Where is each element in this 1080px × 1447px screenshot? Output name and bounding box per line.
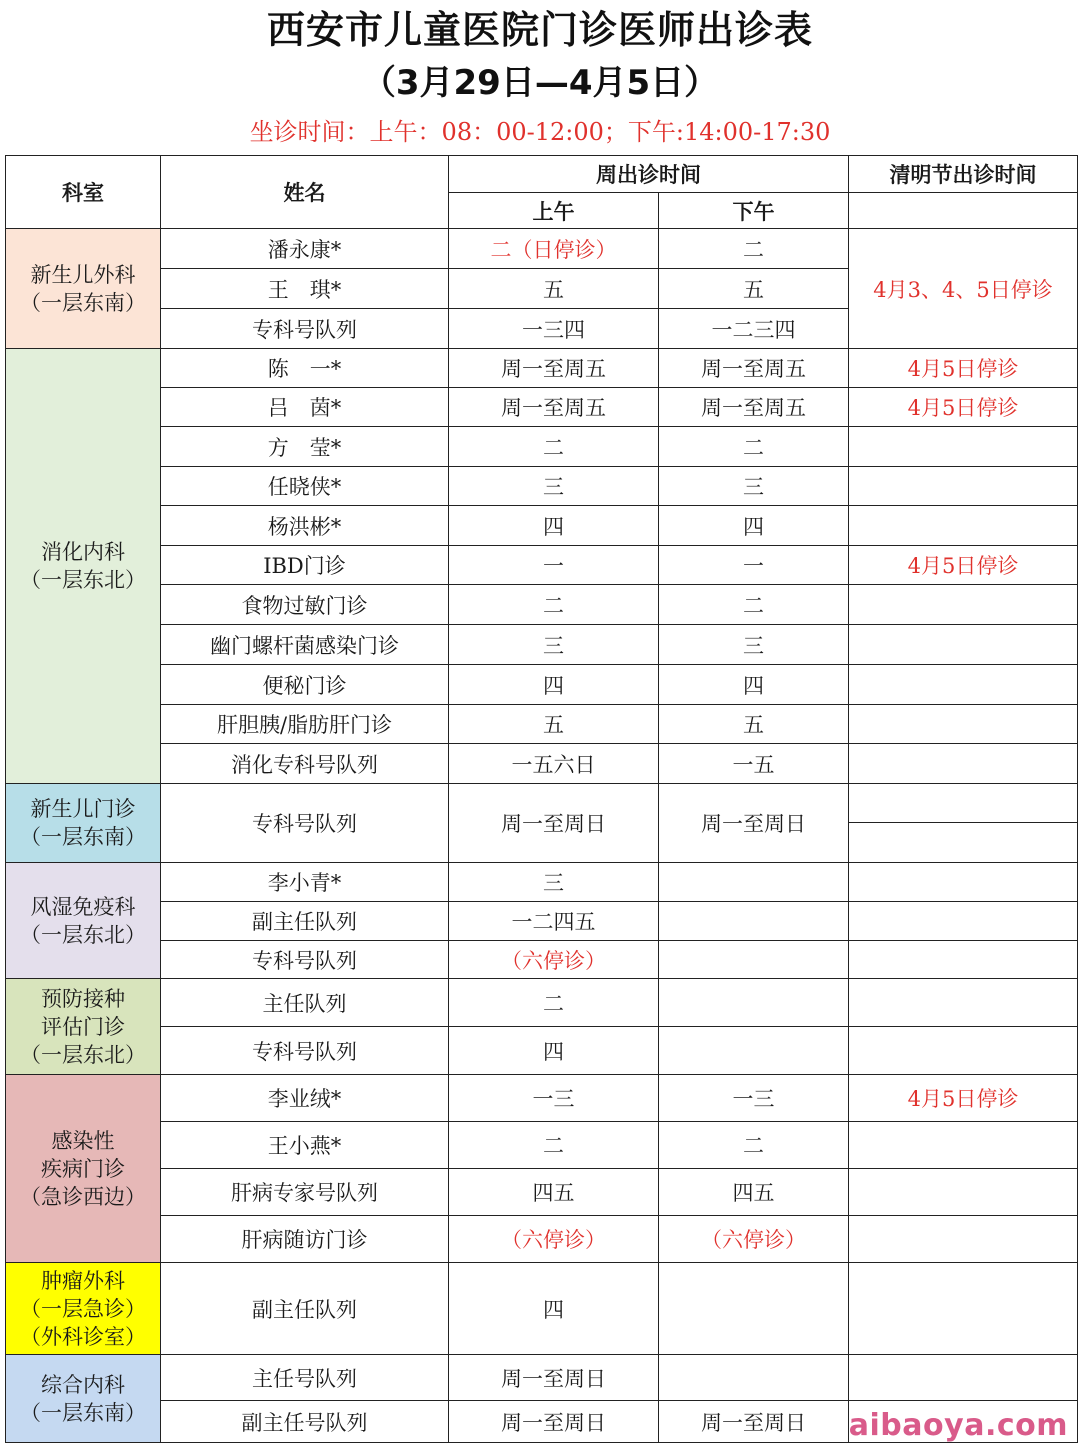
doctor-name: 食物过敏门诊 bbox=[161, 585, 449, 625]
dept-rheumatology bbox=[6, 863, 161, 979]
holiday-cell bbox=[849, 625, 1078, 665]
dept-label: 肿瘤外科 bbox=[41, 1268, 125, 1293]
am-cell: 五 bbox=[449, 269, 659, 309]
pm-cell: 一五 bbox=[659, 744, 849, 784]
dept-label: 综合内科 bbox=[41, 1372, 125, 1397]
pm-cell bbox=[659, 941, 849, 979]
table-row bbox=[6, 1216, 1078, 1263]
dept-label: 新生儿外科 bbox=[30, 262, 136, 287]
am-cell: 四 bbox=[449, 665, 659, 705]
dept-infectious bbox=[6, 1075, 161, 1263]
holiday-cell bbox=[849, 1216, 1078, 1263]
pm-cell bbox=[659, 1027, 849, 1075]
am-note: （日停诊） bbox=[511, 237, 617, 262]
am-value: 二 bbox=[490, 237, 512, 262]
am-cell: 周一至周日 bbox=[449, 1355, 659, 1401]
am-cell: 五 bbox=[449, 705, 659, 744]
table-row bbox=[6, 585, 1078, 625]
doctor-name: 主任队列 bbox=[161, 979, 449, 1027]
clinic-hours: 坐诊时间：上午：08：00-12:00；下午:14:00-17:30 bbox=[249, 118, 831, 146]
am-cell: （六停诊） bbox=[449, 1216, 659, 1263]
table-row bbox=[6, 388, 1078, 427]
pm-cell: 周一至周五 bbox=[659, 349, 849, 388]
am-cell: 四 bbox=[449, 1263, 659, 1355]
doctor-name: 陈 一* bbox=[161, 349, 449, 388]
table-row bbox=[6, 1169, 1078, 1216]
pm-cell: 三 bbox=[659, 625, 849, 665]
table-row bbox=[6, 427, 1078, 467]
doctor-name: 副主任队列 bbox=[161, 1263, 449, 1355]
pm-cell: 三 bbox=[659, 467, 849, 506]
pm-cell: （六停诊） bbox=[659, 1216, 849, 1263]
holiday-cell bbox=[849, 665, 1078, 705]
am-cell: 三 bbox=[449, 863, 659, 902]
header-dept: 科室 bbox=[6, 156, 161, 229]
dept-general-medicine bbox=[6, 1355, 161, 1443]
doctor-name: 专科号队列 bbox=[161, 941, 449, 979]
am-cell: 一三 bbox=[449, 1075, 659, 1122]
dept-label: 感染性 bbox=[51, 1128, 115, 1153]
table-row bbox=[6, 1355, 1078, 1401]
am-cell: 四 bbox=[449, 506, 659, 546]
dept-label: 预防接种 bbox=[41, 986, 125, 1011]
table-row bbox=[6, 1263, 1078, 1355]
table-row bbox=[6, 349, 1078, 388]
dept-label: 消化内科 bbox=[41, 540, 125, 564]
table-row bbox=[6, 1075, 1078, 1122]
table-row bbox=[6, 979, 1078, 1027]
table-row bbox=[6, 546, 1078, 585]
pm-cell: 四 bbox=[659, 506, 849, 546]
dept-location: （一层东南） bbox=[20, 825, 146, 849]
table-row bbox=[6, 744, 1078, 784]
dept-label: 疾病门诊 bbox=[41, 1156, 125, 1181]
dept-neonatal-surgery bbox=[6, 229, 161, 349]
dept-neonatal-clinic bbox=[6, 784, 161, 863]
pm-cell: 周一至周日 bbox=[659, 784, 849, 863]
holiday-cell bbox=[849, 1355, 1078, 1401]
am-cell: 周一至周日 bbox=[449, 784, 659, 863]
holiday-cell: 4月5日停诊 bbox=[849, 1075, 1078, 1122]
pm-cell: 一二三四 bbox=[659, 309, 849, 349]
table-row bbox=[6, 1122, 1078, 1169]
pm-cell bbox=[659, 902, 849, 941]
header-row bbox=[6, 156, 1078, 193]
doctor-name: 副主任号队列 bbox=[161, 1401, 449, 1443]
dept-label: 新生儿门诊 bbox=[30, 797, 136, 821]
am-cell: 一五六日 bbox=[449, 744, 659, 784]
holiday-cell bbox=[849, 902, 1078, 941]
holiday-cell: 4月3、4、5日停诊 bbox=[849, 229, 1078, 349]
doctor-name: 李业绒* bbox=[161, 1075, 449, 1122]
pm-cell: 五 bbox=[659, 705, 849, 744]
holiday-cell bbox=[849, 467, 1078, 506]
doctor-name: 消化专科号队列 bbox=[161, 744, 449, 784]
am-cell: 一二四五 bbox=[449, 902, 659, 941]
holiday-cell: 4月5日停诊 bbox=[849, 546, 1078, 585]
am-cell: 四 bbox=[449, 1027, 659, 1075]
doctor-name: 专科号队列 bbox=[161, 1027, 449, 1075]
holiday-cell bbox=[849, 1169, 1078, 1216]
header-pm: 下午 bbox=[659, 193, 849, 229]
doctor-name: 吕 茵* bbox=[161, 388, 449, 427]
holiday-cell bbox=[849, 941, 1078, 979]
holiday-cell: 4月5日停诊 bbox=[849, 349, 1078, 388]
am-cell: 三 bbox=[449, 625, 659, 665]
dept-label: 评估门诊 bbox=[41, 1014, 125, 1039]
holiday-cell bbox=[849, 427, 1078, 467]
pm-cell bbox=[659, 863, 849, 902]
pm-cell bbox=[659, 979, 849, 1027]
doctor-name: 专科号队列 bbox=[161, 309, 449, 349]
pm-cell bbox=[659, 1355, 849, 1401]
am-cell: 二 bbox=[449, 585, 659, 625]
pm-cell: 一三 bbox=[659, 1075, 849, 1122]
dept-location: （外科诊室） bbox=[20, 1324, 146, 1349]
holiday-cell bbox=[849, 705, 1078, 744]
holiday-cell bbox=[849, 979, 1078, 1027]
table-row bbox=[6, 625, 1078, 665]
header-name: 姓名 bbox=[161, 156, 449, 229]
pm-cell: 二 bbox=[659, 1122, 849, 1169]
header-holiday-blank bbox=[849, 193, 1078, 229]
dept-location: （一层东北） bbox=[20, 922, 146, 947]
dept-location: （一层东北） bbox=[20, 568, 146, 592]
table-row bbox=[6, 902, 1078, 941]
am-cell: 周一至周五 bbox=[449, 349, 659, 388]
dept-oncology bbox=[6, 1263, 161, 1355]
table-row bbox=[6, 506, 1078, 546]
dept-location: （急诊西边） bbox=[20, 1184, 146, 1209]
doctor-name: 主任号队列 bbox=[161, 1355, 449, 1401]
am-cell: 二 bbox=[449, 427, 659, 467]
dept-label: 风湿免疫科 bbox=[30, 894, 136, 919]
holiday-cell bbox=[849, 784, 1078, 823]
holiday-cell: 4月5日停诊 bbox=[849, 388, 1078, 427]
table-row bbox=[6, 941, 1078, 979]
pm-cell: 四五 bbox=[659, 1169, 849, 1216]
am-cell: 周一至周日 bbox=[449, 1401, 659, 1443]
dept-location: （一层东南） bbox=[20, 1400, 146, 1425]
pm-cell: 五 bbox=[659, 269, 849, 309]
pm-cell: 二 bbox=[659, 585, 849, 625]
header-am: 上午 bbox=[449, 193, 659, 229]
pm-cell: 周一至周五 bbox=[659, 388, 849, 427]
am-cell: 二 bbox=[449, 979, 659, 1027]
page-title: 西安市儿童医院门诊医师出诊表 bbox=[266, 8, 813, 52]
doctor-name: 王小燕* bbox=[161, 1122, 449, 1169]
dept-location: （一层东北） bbox=[20, 1042, 146, 1067]
pm-cell: 四 bbox=[659, 665, 849, 705]
holiday-cell bbox=[849, 863, 1078, 902]
doctor-name: 便秘门诊 bbox=[161, 665, 449, 705]
doctor-name: IBD门诊 bbox=[161, 546, 449, 585]
holiday-cell bbox=[849, 1122, 1078, 1169]
pm-cell: 二 bbox=[659, 229, 849, 269]
am-cell: 二 bbox=[449, 1122, 659, 1169]
doctor-name: 肝病专家号队列 bbox=[161, 1169, 449, 1216]
holiday-cell bbox=[849, 1027, 1078, 1075]
holiday-cell bbox=[849, 506, 1078, 546]
pm-cell: 一 bbox=[659, 546, 849, 585]
am-cell: 一三四 bbox=[449, 309, 659, 349]
doctor-name: 李小青* bbox=[161, 863, 449, 902]
doctor-name: 幽门螺杆菌感染门诊 bbox=[161, 625, 449, 665]
doctor-name: 专科号队列 bbox=[161, 784, 449, 863]
am-cell: 一 bbox=[449, 546, 659, 585]
table-row bbox=[6, 665, 1078, 705]
am-cell: （六停诊） bbox=[449, 941, 659, 979]
table-row bbox=[6, 863, 1078, 902]
doctor-name: 王 琪* bbox=[161, 269, 449, 309]
holiday-cell bbox=[849, 744, 1078, 784]
dept-location: （一层急诊） bbox=[20, 1296, 146, 1321]
header-week: 周出诊时间 bbox=[449, 156, 849, 193]
schedule-table bbox=[5, 155, 1078, 1443]
holiday-cell bbox=[849, 585, 1078, 625]
table-row bbox=[6, 705, 1078, 744]
doctor-name: 副主任队列 bbox=[161, 902, 449, 941]
table-row bbox=[6, 229, 1078, 269]
doctor-name: 肝胆胰/脂肪肝门诊 bbox=[161, 705, 449, 744]
doctor-name: 任晓侠* bbox=[161, 467, 449, 506]
pm-cell: 二 bbox=[659, 427, 849, 467]
table-row bbox=[6, 1027, 1078, 1075]
doctor-name: 杨洪彬* bbox=[161, 506, 449, 546]
header-holiday: 清明节出诊时间 bbox=[849, 156, 1078, 193]
dept-digestive bbox=[6, 349, 161, 784]
watermark: aibaoya.com bbox=[848, 1408, 1068, 1443]
table-row bbox=[6, 784, 1078, 823]
pm-cell: 周一至周日 bbox=[659, 1401, 849, 1443]
dept-vaccination bbox=[6, 979, 161, 1075]
doctor-name: 潘永康* bbox=[161, 229, 449, 269]
holiday-cell bbox=[849, 823, 1078, 863]
date-range: （3月29日—4月5日） bbox=[361, 63, 719, 103]
holiday-cell bbox=[849, 1263, 1078, 1355]
pm-cell bbox=[659, 1263, 849, 1355]
table-row bbox=[6, 467, 1078, 506]
dept-location: （一层东南） bbox=[20, 290, 146, 315]
doctor-name: 肝病随访门诊 bbox=[161, 1216, 449, 1263]
am-cell: 周一至周五 bbox=[449, 388, 659, 427]
doctor-name: 方 莹* bbox=[161, 427, 449, 467]
am-cell bbox=[449, 229, 659, 269]
am-cell: 四五 bbox=[449, 1169, 659, 1216]
am-cell: 三 bbox=[449, 467, 659, 506]
